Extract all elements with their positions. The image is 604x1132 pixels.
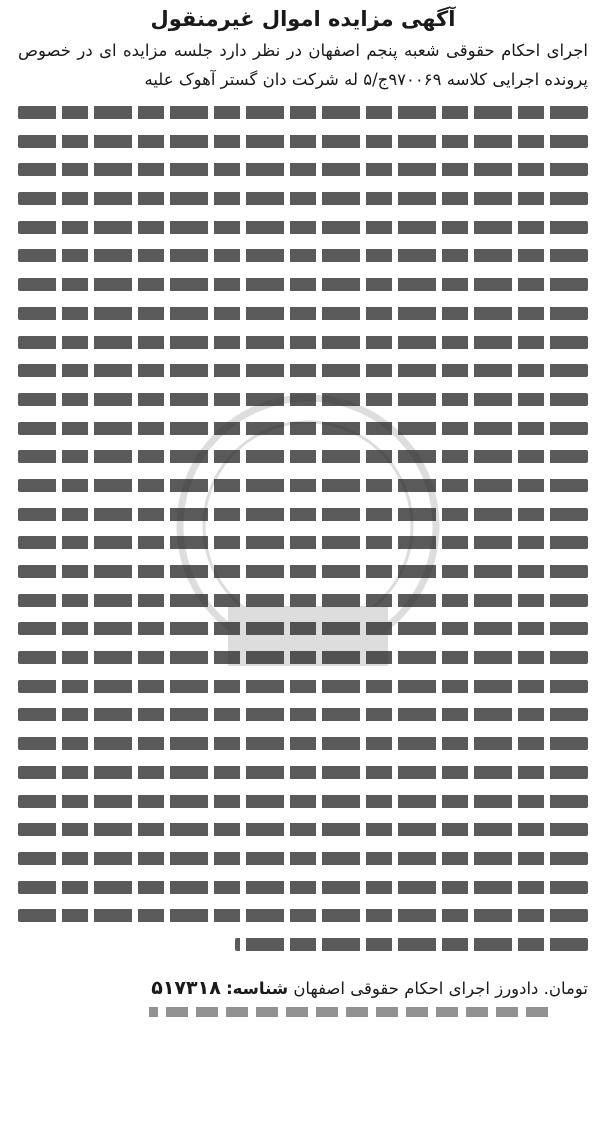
body-line xyxy=(18,622,588,635)
body-line xyxy=(18,221,588,234)
body-line xyxy=(18,450,588,463)
notice-title: آگهی مزایده اموال غیرمنقول xyxy=(150,7,456,31)
body-line xyxy=(18,307,588,320)
id-label: شناسه: xyxy=(226,979,289,998)
cut-off-line xyxy=(149,1007,548,1017)
id-value: ۵۱۷۳۱۸ xyxy=(151,977,221,999)
body-line xyxy=(18,336,588,349)
notice-intro: اجرای احکام حقوقی شعبه پنجم اصفهان در نظر دارد جلسه مزایده ای در خصوص پرونده اجرایی کلاسه ۹۷۰۰۶۹ج/۵ له شرکت دان گستر آهوک علیه xyxy=(18,41,588,89)
body-line xyxy=(18,565,588,578)
body-line xyxy=(18,594,588,607)
body-line xyxy=(18,536,588,549)
body-line xyxy=(18,766,588,779)
body-line xyxy=(18,708,588,721)
body-line xyxy=(18,852,588,865)
body-line xyxy=(18,737,588,750)
body-line xyxy=(18,163,588,176)
body-line xyxy=(18,192,588,205)
body-line xyxy=(18,106,588,119)
body-line xyxy=(18,508,588,521)
body-line xyxy=(18,823,588,836)
body-line xyxy=(18,278,588,291)
body-line xyxy=(18,135,588,148)
body-line xyxy=(18,881,588,894)
body-line xyxy=(18,393,588,406)
body-line xyxy=(18,909,588,922)
notice-body xyxy=(18,106,588,968)
body-line xyxy=(18,364,588,377)
notice-closing xyxy=(18,974,588,1003)
closing-text: تومان. دادورز اجرای احکام حقوقی اصفهان xyxy=(293,979,588,998)
body-line xyxy=(18,680,588,693)
body-line xyxy=(235,938,588,951)
body-line xyxy=(18,651,588,664)
body-line xyxy=(18,795,588,808)
body-line xyxy=(18,479,588,492)
body-line xyxy=(18,422,588,435)
body-line xyxy=(18,249,588,262)
